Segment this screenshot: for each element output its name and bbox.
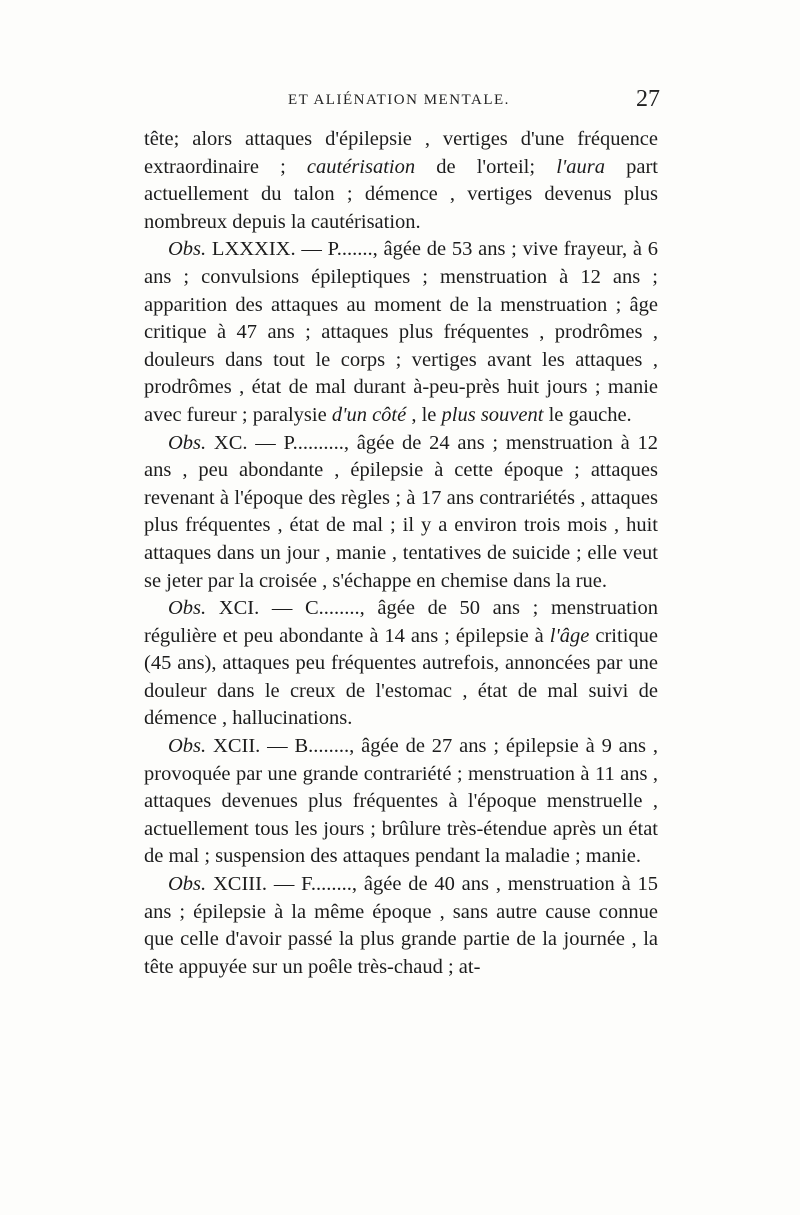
- obs-label: Obs.: [168, 238, 207, 261]
- body-text: [144, 126, 658, 981]
- italic-run: l'âge: [549, 624, 590, 647]
- running-title: ET ALIÉNATION MENTALE.: [288, 92, 510, 108]
- italic-run: d'un côté: [331, 403, 407, 426]
- text-run: le gauche.: [543, 403, 632, 426]
- page-number: 27: [636, 86, 660, 112]
- page-header: [140, 86, 660, 120]
- italic-run: l'aura: [556, 155, 605, 178]
- text-run: part actuellement du talon ; démence , vertiges devenus plus nombreux depuis la cautérisation.: [144, 155, 658, 233]
- text-run: tête; alors attaques d'épilepsie , vertiges d'une fréquence extraordinaire ;: [144, 128, 658, 178]
- observation-paragraph: [144, 236, 658, 429]
- observation-paragraph: [144, 595, 658, 733]
- italic-run: cautérisation: [306, 155, 416, 178]
- text-run: critique (45 ans), attaques peu fréquentes autrefois, annoncées par une douleur dans le creux de l'estomac , état de mal suivi de démence , hallucinations.: [144, 624, 658, 730]
- observation-paragraph: [144, 871, 658, 981]
- obs-label: Obs.: [168, 431, 207, 454]
- paragraph-continuation: [144, 126, 658, 236]
- obs-label: Obs.: [168, 735, 207, 758]
- text-run: LXXXIX. — P......., âgée de 53 ans ; vive frayeur, à 6 ans ; convulsions épileptiques ; menstruation à 12 ans ; apparition des attaques au moment de la menstruation ; âge critique à 47 ans ; attaques plus fréquentes , prodrômes , douleurs dans tout le corps ; vertiges avant les attaques , prodrômes , état de mal durant à-peu-près huit jours ; manie avec fureur ; paralysie: [144, 238, 658, 426]
- italic-run: plus souvent: [441, 403, 544, 426]
- observation-paragraph: [144, 430, 658, 596]
- obs-label: Obs.: [168, 873, 207, 896]
- obs-label: Obs.: [168, 597, 207, 620]
- text-run: XCII. — B........, âgée de 27 ans ; épilepsie à 9 ans , provoquée par une grande contrariété ; menstruation à 11 ans , attaques devenues plus fréquentes à l'époque menstruelle , actuellement tous les jours ; brûlure très-étendue après un état de mal ; suspension des attaques pendant la maladie ; manie.: [144, 735, 658, 868]
- text-run: XCI. — C........, âgée de 50 ans ; menstruation régulière et peu abondante à 14 ans ; épilepsie à: [144, 597, 658, 647]
- text-run: , le: [406, 403, 442, 426]
- observation-paragraph: [144, 733, 658, 871]
- text-run: XC. — P.........., âgée de 24 ans ; menstruation à 12 ans , peu abondante , épilepsie à cette époque ; attaques revenant à l'époque des règles ; à 17 ans contrariétés , attaques plus fréquentes , état de mal ; il y a environ trois mois , huit attaques dans un jour , manie , tentatives de suicide ; elle veut se jeter par la croisée , s'échappe en chemise dans la rue.: [144, 431, 658, 592]
- text-run: de l'orteil;: [415, 155, 557, 178]
- text-run: XCIII. — F........, âgée de 40 ans , menstruation à 15 ans ; épilepsie à la même époque , sans autre cause connue que celle d'avoir passé la plus grande partie de la journée , la tête appuyée sur un poêle très-chaud ; at-: [144, 873, 658, 978]
